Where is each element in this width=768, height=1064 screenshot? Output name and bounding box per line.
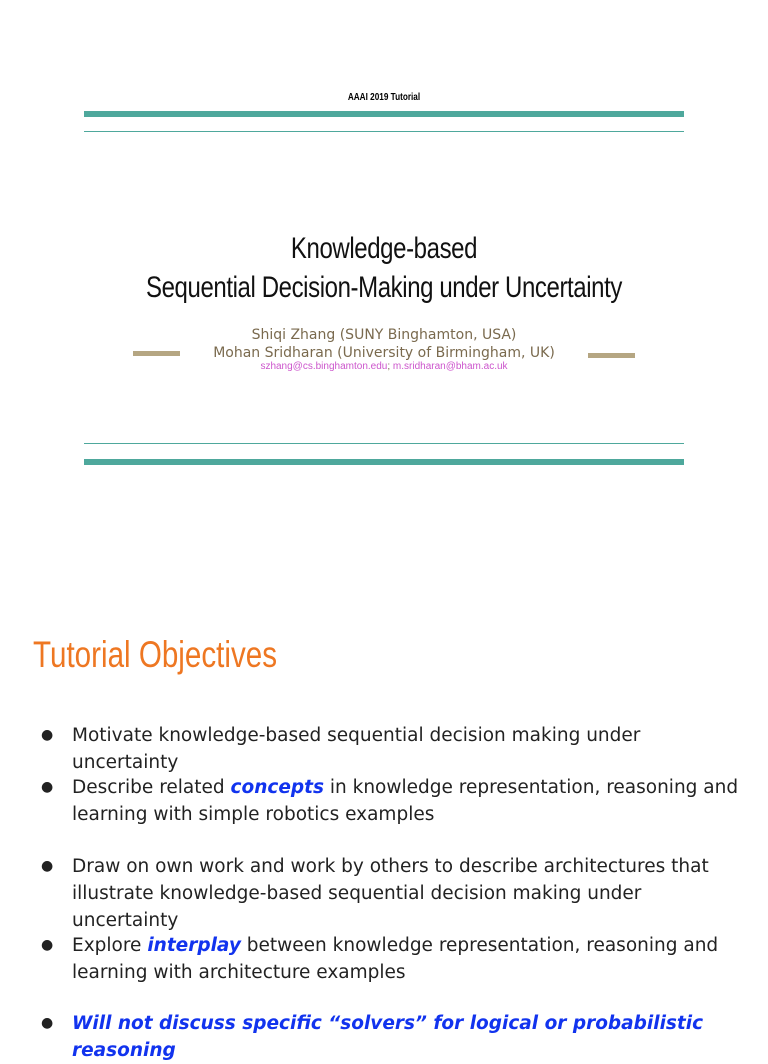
list-item xyxy=(41,932,742,986)
bullet-icon: ● xyxy=(41,858,54,874)
bullet-icon: ● xyxy=(41,779,54,795)
top-accent-bar xyxy=(84,111,684,117)
list-item-text: Draw on own work and work by others to describe architectures that illustrate knowledge-based sequential decision making under uncertainty xyxy=(72,856,709,931)
top-accent-line xyxy=(84,131,684,132)
list-item-text: Will not discuss specific “solvers” for logical or probabilistic reasoning xyxy=(72,1013,704,1061)
list-item-post: in knowledge representation, reasoning and learning with simple robotics examples xyxy=(72,777,739,825)
list-item xyxy=(41,722,742,776)
event-tag: AAAI 2019 Tutorial xyxy=(347,92,421,103)
list-item xyxy=(41,774,742,828)
bullet-icon: ● xyxy=(41,937,54,953)
emails-line xyxy=(0,361,768,372)
bullet-icon: ● xyxy=(41,1015,54,1031)
list-item-text: Motivate knowledge-based sequential decision making under uncertainty xyxy=(72,725,641,773)
emphasis-concepts: concepts xyxy=(230,777,324,798)
title-line-2: Sequential Decision-Making under Uncertainty xyxy=(146,271,622,304)
list-item-pre: Explore xyxy=(72,935,148,956)
objectives-title: Tutorial Objectives xyxy=(33,634,278,675)
bottom-accent-line xyxy=(84,443,684,444)
bullet-icon: ● xyxy=(41,727,54,743)
emphasis-interplay: interplay xyxy=(147,935,241,956)
email-link-2[interactable]: m.sridharan@bham.ac.uk xyxy=(392,361,508,372)
bottom-accent-bar xyxy=(84,459,684,465)
list-item-post: between knowledge representation, reasoning and learning with architecture examples xyxy=(72,935,719,983)
authors-block xyxy=(0,326,768,362)
list-item xyxy=(41,1010,742,1064)
list-item xyxy=(41,853,742,934)
list-item-pre: Describe related xyxy=(72,777,231,798)
author-2: Mohan Sridharan (University of Birmingham, UK) xyxy=(213,345,555,361)
slide-title xyxy=(0,229,768,307)
author-1: Shiqi Zhang (SUNY Binghamton, USA) xyxy=(251,327,517,343)
email-link-1[interactable]: szhang@cs.binghamton.edu xyxy=(260,361,388,372)
title-line-1: Knowledge-based xyxy=(290,232,478,265)
email-separator: ; xyxy=(387,361,391,372)
